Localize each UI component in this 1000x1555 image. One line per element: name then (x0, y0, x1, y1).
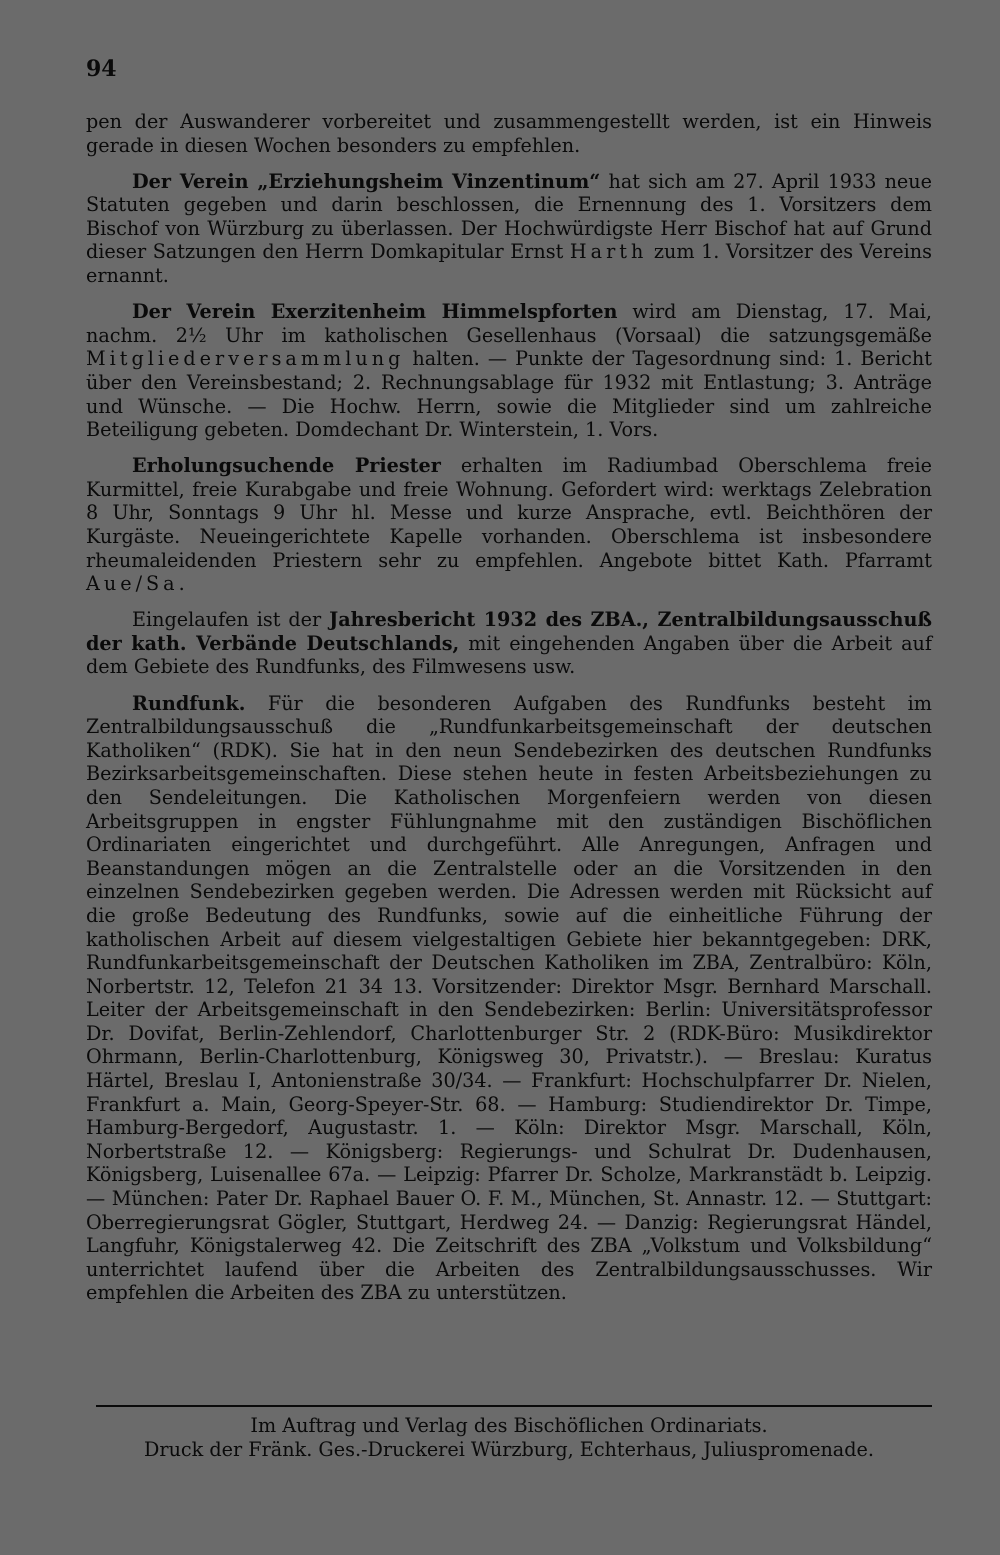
paragraph-heading: Jahresbericht 1932 des ZBA., Zentralbildungsausschuß der kath. Verbände Deutschlands, (86, 608, 932, 655)
paragraph-priests-recovery (86, 454, 932, 596)
paragraph-text: pen der Auswanderer vorbereitet und zusammengestellt werden, ist ein Hinweis gerade in diesen Wochen besonders zu empfehlen. (86, 110, 932, 157)
paragraph-heading: Erholungsuchende Priester (132, 454, 441, 478)
body-text (86, 110, 932, 1318)
spaced-term: Mitgliederversammlung (86, 347, 405, 371)
paragraph-text: wird am Dienstag, 17. Mai, nachm. 2½ Uhr im katholischen Gesellenhaus (Vorsaal) die satzungsgemäße (86, 300, 933, 347)
paragraph-text: zum 1. Vorsitzer des Vereins ernannt. (86, 240, 932, 288)
paragraph-text: mit eingehenden Angaben über die Arbeit auf dem Gebiete des Rundfunks, des Filmwesens usw. (86, 631, 933, 679)
paragraph-himmelspforten (86, 300, 932, 442)
page-number: 94 (86, 56, 117, 82)
paragraph-text: erhalten im Radiumbad Oberschlema freie Kurmittel, freie Kurabgabe und freie Wohnung. Gefordert wird: werktags Zelebration 8 Uhr, Sonntags 9 Uhr hl. Messe und kurze Ansprache, evtl. Beichthören der Kurgäste. Neueingerichtete Kapelle vorhanden. Oberschlema ist insbesondere rheumaleidenden Priestern sehr zu empfehlen. Angebote bittet Kath. Pfarramt (86, 454, 932, 572)
divider-rule (96, 1405, 932, 1407)
paragraph-annual-report (86, 608, 932, 679)
imprint-line-publisher: Im Auftrag und Verlag des Bischöflichen Ordinariats. (250, 1414, 768, 1437)
spaced-name: Harth (569, 240, 648, 264)
paragraph-heading: Rundfunk. (132, 691, 246, 715)
imprint (86, 1414, 932, 1462)
paragraph-text: Für die besonderen Aufgaben des Rundfunks besteht im Zentralbildungsausschuß die „Rundfunkarbeitsgemeinschaft der deutschen Katholiken“ (RDK). Sie hat in den neun Sendebezirken des deutschen Rundfunks Bezirksarbeitsgemeinschaften. Diese stehen heute in festen Arbeitsbeziehungen zu den Sendeleitungen. Die Katholischen Morgenfeiern werden von diesen Arbeitsgruppen in engster Fühlungnahme mit den zuständigen Bischöflichen Ordinariaten eingerichtet und durchgeführt. Alle Anregungen, Anfragen und Beanstandungen mögen an die Zentralstelle oder an die Vorsitzenden in den einzelnen Sendebezirken gegeben werden. Die Adressen werden mit Rücksicht auf die große Bedeutung des Rundfunks, sowie auf die einheitliche Führung der katholischen Arbeit auf diesem vielgestaltigen Gebiete hier bekanntgegeben: DRK, Rundfunkarbeitsgemeinschaft der Deutschen Katholiken im ZBA, Zentralbüro: Köln, Norbertstr. 12, Telefon 21 34 13. Vorsitzender: Direktor Msgr. Bernhard Marschall. Leiter der Arbeitsgemeinschaft in den Sendebezirken: Berlin: Universitätsprofessor Dr. Dovifat, Berlin-Zehlendorf, Charlottenburger Str. 2 (RDK-Büro: Musikdirektor Ohrmann, Berlin-Charlottenburg, Königsweg 30, Privatstr.). — Breslau: Kuratus Härtel, Breslau I, Antonienstraße 30/34. — Frankfurt: Hochschulpfarrer Dr. Nielen, Frankfurt a. Main, Georg-Speyer-Str. 68. — Hamburg: Studiendirektor Dr. Timpe, Hamburg-Bergedorf, Augustastr. 1. — Köln: Direktor Msgr. Marschall, Köln, Norbertstraße 12. — Königsberg: Regierungs- und Schulrat Dr. Dudenhausen, Königsberg, Luisenallee 67a. — Leipzig: Pfarrer Dr. Scholze, Markranstädt b. Leipzig. — München: Pater Dr. Raphael Bauer O. F. M., München, St. Annastr. 12. — Stuttgart: Oberregierungsrat Gögler, Stuttgart, Herdweg 24. — Danzig: Regierungsrat Händel, Langfuhr, Königstalerweg 42. Die Zeitschrift des ZBA „Volkstum und Volksbildung“ unterrichtet laufend über die Arbeiten des Zentralbildungsausschusses. Wir empfehlen die Arbeiten des ZBA zu unterstützen. (86, 691, 932, 1305)
paragraph-emigrants (86, 110, 932, 157)
paragraph-heading: Der Verein Exerzitenheim Himmelspforten (132, 300, 618, 324)
paragraph-vinzentinum (86, 170, 932, 288)
paragraph-text: halten. — Punkte der Tagesordnung sind: 1. Bericht über den Vereinsbestand; 2. Rechnungsablage für 1932 mit Entlastung; 3. Anträge und Wünsche. — Die Hochw. Herrn, sowie die Mitglieder sind um zahlreiche Beteiligung gebeten. Domdechant Dr. Winterstein, 1. Vors. (86, 347, 932, 442)
paragraph-radio (86, 692, 932, 1305)
spaced-place: Aue/Sa. (86, 572, 189, 596)
paragraph-text: Eingelaufen ist der (132, 608, 330, 632)
imprint-line-printer: Druck der Fränk. Ges.-Druckerei Würzburg, Echterhaus, Juliuspromenade. (144, 1438, 874, 1461)
paragraph-text: hat sich am 27. April 1933 neue Statuten gegeben und darin beschlossen, die Ernennung des 1. Vorsitzers dem Bischof von Würzburg zu überlassen. Der Hochwürdigste Herr Bischof hat auf Grund dieser Satzungen den Herrn Domkapitular Ernst (86, 169, 933, 264)
paragraph-heading: Der Verein „Erziehungsheim Vinzentinum“ (132, 169, 601, 193)
